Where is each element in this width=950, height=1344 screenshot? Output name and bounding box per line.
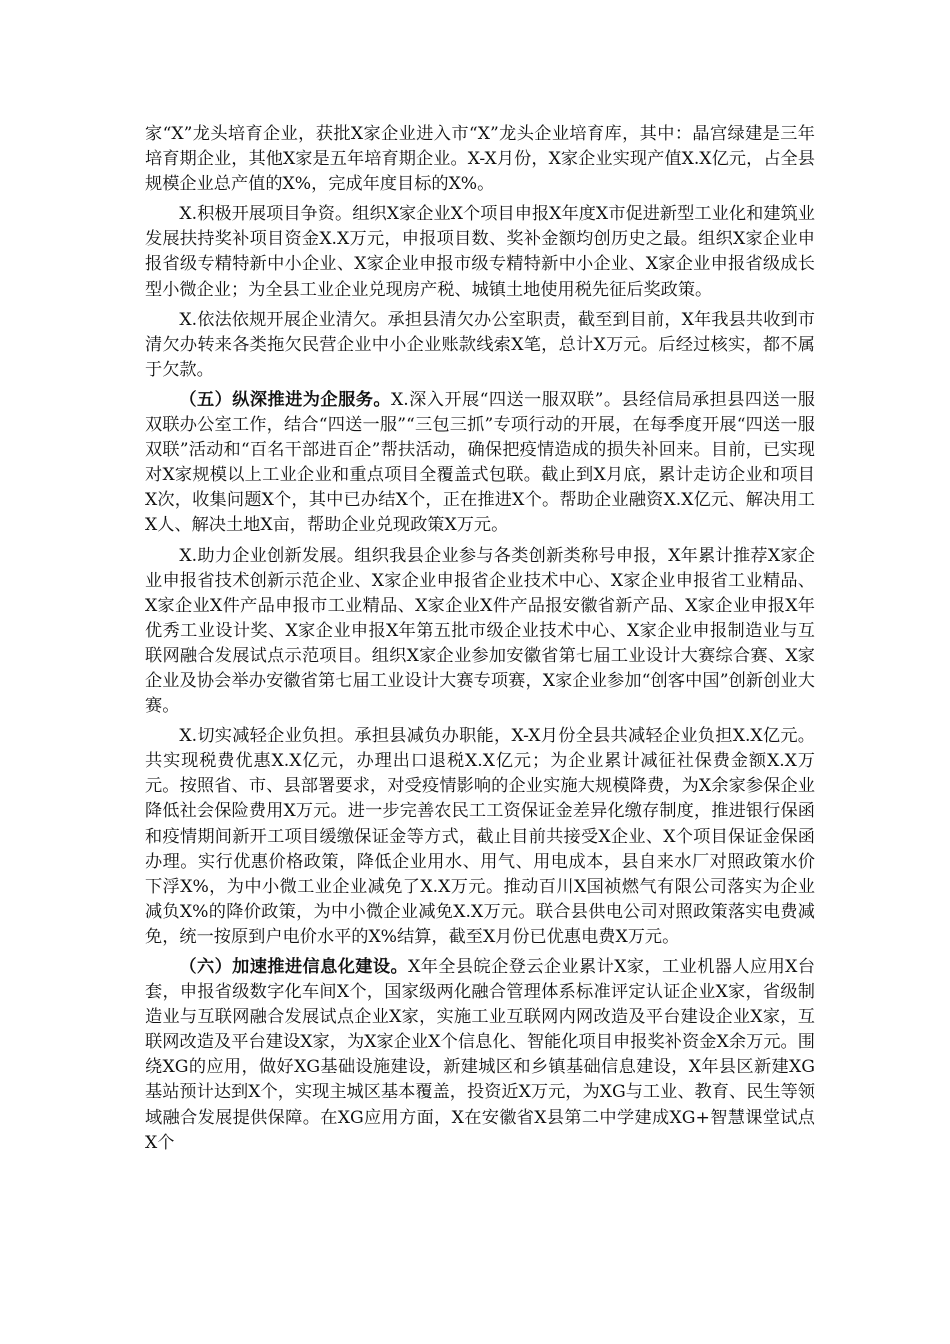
paragraph-text: X.依法依规开展企业清欠。承担县清欠办公室职责，截至到目前，X年我县共收到市清欠办转来各类拖欠民营企业中小企业账款线索X笔，总计X万元。后经过核实，都不属于欠款。: [145, 309, 815, 380]
paragraph-section-six: [145, 955, 815, 1156]
paragraph-innovation: [145, 544, 815, 720]
paragraph-leading-continuation: [145, 122, 815, 197]
document-page: [145, 122, 815, 1161]
paragraph-burden-reduction: [145, 724, 815, 950]
paragraph-text: X.积极开展项目争资。组织X家企业X个项目申报X年度X市促进新型工业化和建筑业发展扶持奖补项目资金X.X万元，申报项目数、奖补金额均创历史之最。组织X家企业申报省级专精特新中小企业、X家企业申报市级专精特新中小企业、X家企业申报省级成长型小微企业；为全县工业企业兑现房产税、城镇土地使用税先征后奖政策。: [145, 204, 815, 300]
paragraph-text: X年全县皖企登云企业累计X家，工业机器人应用X台套，申报省级数字化车间X个，国家级两化融合管理体系标准评定认证企业X家，省级制造业与互联网融合发展试点企业X家，实施工业互联网内网改造及平台建设企业X家，互联网改造及平台建设X家，为X家企业X个信息化、智能化项目申报奖补资金X余万元。围绕XG的应用，做好XG基础设施建设，新建城区和乡镇基础信息建设，X年县区新建XG基站预计达到X个，实现主城区基本覆盖，投资近X万元，为XG与工业、教育、民生等领域融合发展提供保障。在XG应用方面，X在安徽省X县第二中学建成XG+智慧课堂试点X个: [145, 957, 815, 1153]
section-heading: （五）纵深推进为企服务。: [179, 389, 391, 410]
paragraph-text: X.深入开展“四送一服双联”。县经信局承担县四送一服双联办公室工作，结合“四送一服”“三包三抓”专项行动的开展，在每季度开展“四送一服双联”活动和“百名干部进百企”帮扶活动，确保把疫情造成的损失补回来。目前，已实现对X家规模以上工业企业和重点项目全覆盖式包联。截止到X月底，累计走访企业和项目X次，收集问题X个，其中已办结X个，正在推进X个。帮助企业融资X.X亿元、解决用工X人、解决土地X亩，帮助企业兑现政策X万元。: [145, 389, 815, 536]
section-heading: （六）加速推进信息化建设。: [179, 957, 409, 977]
paragraph-debt-clearing: [145, 308, 815, 383]
paragraph-text: 家“X”龙头培育企业，获批X家企业进入市“X”龙头企业培育库，其中：晶宫绿建是三年培育期企业，其他X家是五年培育期企业。X-X月份，X家企业实现产值X.X亿元，占全县规模企业总产值的X%，完成年度目标的X%。: [145, 124, 815, 195]
paragraph-section-five: [145, 388, 815, 539]
paragraph-text: X.助力企业创新发展。组织我县企业参与各类创新类称号申报，X年累计推荐X家企业申报省技术创新示范企业、X家企业申报省企业技术中心、X家企业申报省工业精品、X家企业X件产品申报市工业精品、X家企业X件产品报安徽省新产品、X家企业申报X年优秀工业设计奖、X家企业申报X年第五批市级企业技术中心、X家企业申报制造业与互联网融合发展试点示范项目。组织X家企业参加安徽省第七届工业设计大赛综合赛、X家企业及协会举办安徽省第七届工业设计大赛专项赛，X家企业参加“创客中国”创新创业大赛。: [145, 545, 815, 717]
paragraph-text: X.切实减轻企业负担。承担县减负办职能，X-X月份全县共减轻企业负担X.X亿元。共实现税费优惠X.X亿元，办理出口退税X.X亿元；为企业累计减征社保费金额X.X万元。按照省、市、县部署要求，对受疫情影响的企业实施大规模降费，为X余家参保企业降低社会保险费用X万元。进一步完善农民工工资保证金差异化缴存制度，推进银行保函和疫情期间新开工项目缓缴保证金等方式，截止目前共接受X企业、X个项目保证金保函办理。实行优惠价格政策，降低企业用水、用气、用电成本，县自来水厂对照政策水价下浮X%，为中小微工业企业减免了X.X万元。推动百川X国祯燃气有限公司落实为企业减负X%的降价政策，为中小微企业减免X.X万元。联合县供电公司对照政策落实电费减免，统一按原到户电价水平的X%结算，截至X月份已优惠电费X万元。: [145, 726, 815, 947]
paragraph-project-funding: [145, 202, 815, 302]
